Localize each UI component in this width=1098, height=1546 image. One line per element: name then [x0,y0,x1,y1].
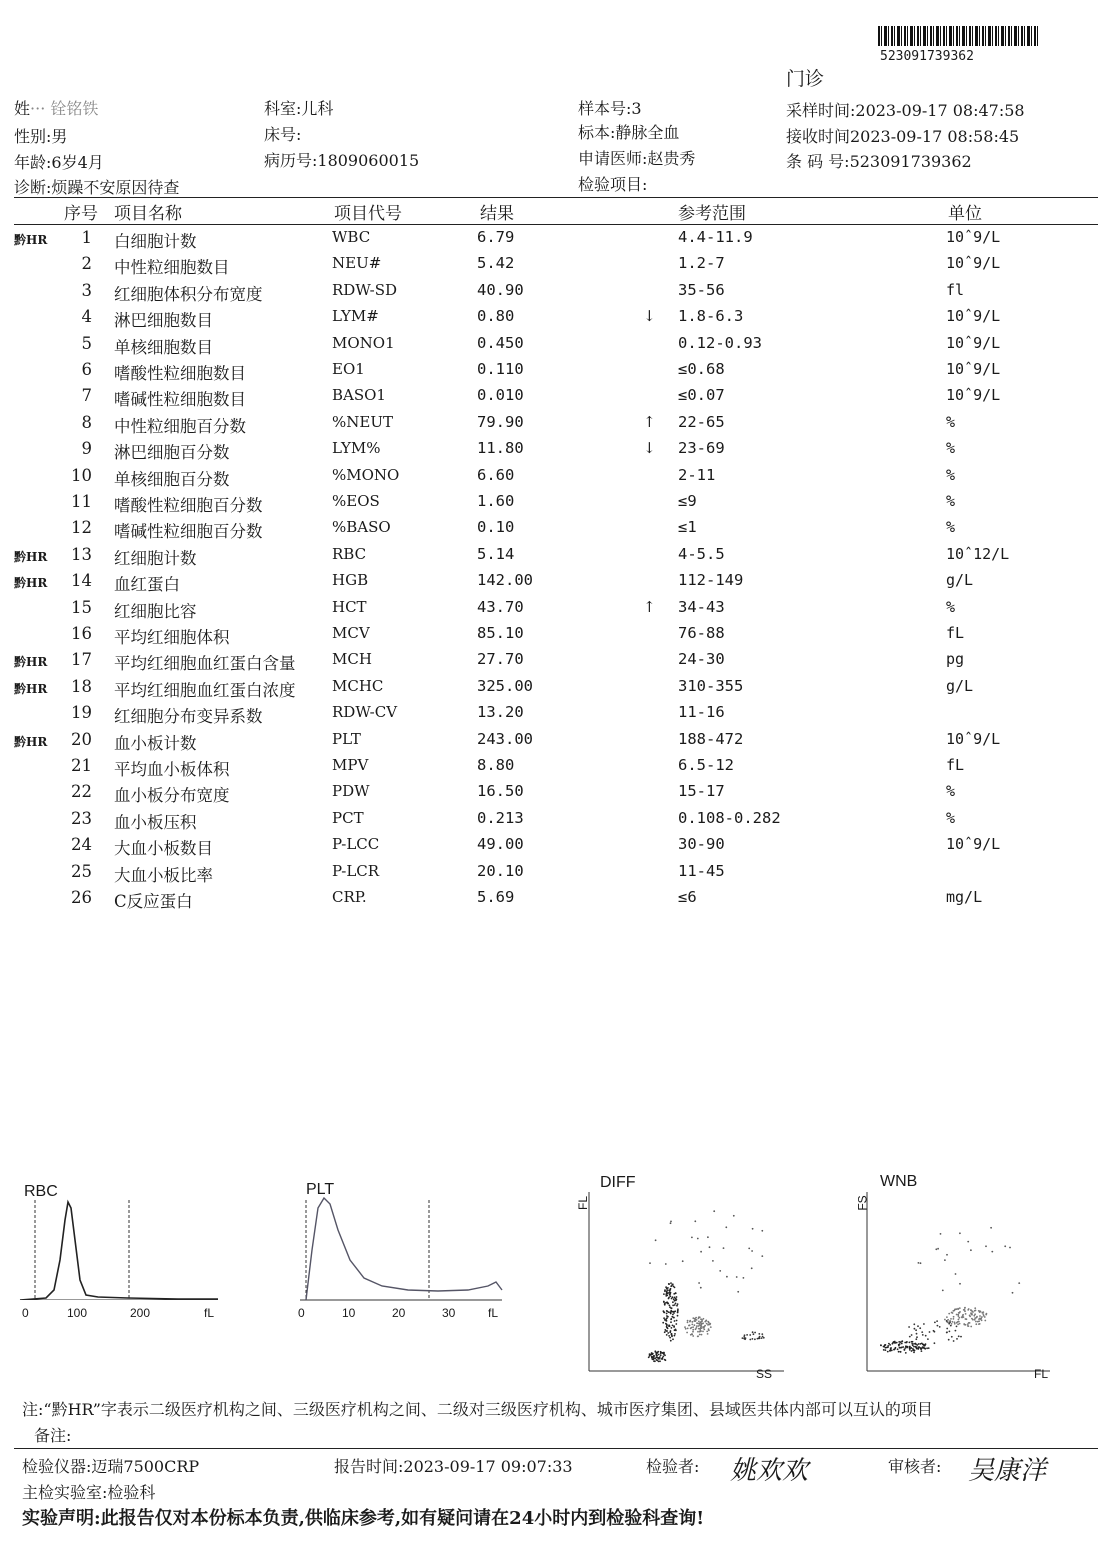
row-number: 23 [71,808,92,828]
wnb-x-axis-label: FL [1034,1367,1049,1381]
table-row [0,835,1098,861]
reference-range: 2-11 [678,465,716,484]
test-result: 0.010 [477,386,524,405]
test-name: 中性粒细胞数目 [114,258,230,278]
test-code: MPV [332,756,369,774]
test-name: 单核细胞数目 [114,337,213,357]
plt-tick-30: 30 [442,1306,456,1320]
test-code: LYM% [332,439,381,458]
test-unit: % [946,518,956,537]
table-row [0,888,1098,914]
record-number: 病历号:1809060015 [264,151,420,170]
tester-signature: 姚欢欢 [730,1456,809,1486]
test-result: 0.80 [477,307,515,326]
col-header-no: 序号 [64,204,98,224]
reference-range: 1.8-6.3 [678,307,744,326]
test-result: 5.14 [477,544,515,563]
table-row [0,862,1098,888]
table-row [0,518,1098,544]
row-number: 15 [71,597,92,617]
test-name: C反应蛋白 [114,892,193,911]
table-row [0,650,1098,676]
row-number: 3 [81,280,92,300]
table-row [0,730,1098,756]
table-row [0,624,1098,650]
patient-age: 年龄:6岁4月 [14,153,104,172]
test-result: 20.10 [477,861,524,880]
test-name: 平均红细胞血红蛋白含量 [114,654,296,674]
test-result: 6.60 [477,465,515,484]
test-name: 红细胞比容 [114,601,197,621]
table-row [0,254,1098,280]
test-name: 血小板分布宽度 [114,786,230,806]
plt-tick-10: 10 [342,1306,356,1320]
test-unit: 10ˆ9/L [946,307,1001,326]
row-number: 4 [81,307,92,327]
test-unit: % [946,808,956,827]
row-number: 20 [71,729,92,749]
reference-range: 6.5-12 [678,756,734,774]
test-result: 1.60 [477,492,515,510]
test-unit: 10ˆ9/L [946,386,1001,405]
test-code: P-LCC [332,835,380,854]
row-number: 11 [71,492,92,511]
test-result: 6.79 [477,228,515,246]
test-result: 0.110 [477,360,524,378]
test-unit: % [946,492,956,510]
test-unit: 10ˆ9/L [946,729,1001,748]
row-number: 25 [71,861,92,881]
reference-range: 4.4-11.9 [678,228,753,246]
reference-range: 24-30 [678,650,725,669]
row-number: 1 [81,228,92,247]
test-unit: g/L [946,676,974,695]
test-code: BASO1 [332,386,386,405]
test-name: 血红蛋白 [114,575,180,595]
test-code: RDW-SD [332,280,398,299]
col-header-code: 项目代号 [334,204,402,224]
test-name: 嗜酸性粒细胞百分数 [114,496,263,515]
abnormal-flag: ↓ [643,307,656,326]
test-unit: fl [946,280,965,299]
reference-range: 4-5.5 [678,544,725,563]
reference-range: 0.108-0.282 [678,808,781,827]
hr-badge: 黔HR [14,655,48,670]
abnormal-flag: ↑ [643,597,656,616]
test-unit: fL [946,624,965,642]
reviewer-signature: 吴康洋 [968,1456,1047,1486]
test-name: 红细胞计数 [114,548,197,568]
test-unit: 10ˆ12/L [946,544,1010,563]
test-code: %MONO [332,465,400,484]
test-unit: % [946,597,956,616]
table-row [0,756,1098,782]
hr-badge: 黔HR [14,576,48,591]
footer-divider [14,1448,1098,1449]
test-unit: g/L [946,571,974,590]
reference-range: 11-16 [678,703,725,722]
instrument: 检验仪器:迈瑞7500CRP [22,1457,200,1476]
report-time: 报告时间:2023-09-17 09:07:33 [334,1457,573,1476]
test-name: 淋巴细胞百分数 [114,443,230,463]
test-name: 嗜碱性粒细胞数目 [114,390,246,410]
test-code: PCT [332,808,364,827]
reference-range: ≤1 [678,518,697,537]
row-number: 21 [71,756,92,775]
test-code: HCT [332,597,367,616]
rbc-tick-100: 100 [67,1306,88,1320]
row-number: 16 [71,624,92,643]
wnb-scatterplot [866,1192,1050,1372]
table-row [0,545,1098,571]
department: 科室:儿科 [264,99,334,118]
patient-name-label: 姓 [14,99,31,118]
test-name: 嗜碱性粒细胞百分数 [114,522,263,542]
tester-label: 检验者: [646,1457,700,1476]
col-header-result: 结果 [480,204,514,224]
test-code: PLT [332,729,361,748]
reference-range: 1.2-7 [678,254,725,273]
receive-time: 接收时间2023-09-17 08:58:45 [786,127,1020,146]
test-name: 大血小板比率 [114,865,213,885]
row-number: 19 [71,703,92,723]
reference-range: 310-355 [678,676,744,695]
test-unit: 10ˆ9/L [946,228,1001,246]
test-name: 大血小板数目 [114,839,213,859]
remark-label: 备注: [34,1426,72,1445]
row-number: 6 [81,360,92,379]
abnormal-flag: ↑ [643,412,656,431]
row-number: 9 [81,439,92,459]
test-result: 0.450 [477,333,524,352]
test-code: MONO1 [332,333,395,352]
reference-range: ≤9 [678,492,697,510]
diff-scatterplot [588,1192,784,1372]
row-number: 10 [71,465,92,485]
rbc-tick-0: 0 [22,1306,29,1320]
row-number: 7 [81,386,92,406]
test-unit: % [946,439,956,458]
test-code: MCV [332,624,370,642]
test-name: 中性粒细胞百分数 [114,416,246,436]
wnb-y-axis-label: FS [855,1195,870,1211]
row-number: 14 [71,571,92,591]
test-result: 27.70 [477,650,524,669]
col-header-unit: 单位 [948,204,982,224]
table-row [0,386,1098,412]
diff-plot-title: DIFF [600,1174,636,1191]
reference-range: ≤6 [678,888,697,906]
table-row [0,307,1098,333]
header-divider-top [14,197,1098,198]
sample-number: 样本号:3 [578,99,642,118]
table-row [0,677,1098,703]
test-code: RDW-CV [332,703,398,722]
specimen-type: 标本:静脉全血 [578,123,680,142]
test-unit: pg [946,650,965,669]
reference-range: 112-149 [678,571,744,590]
test-name: 平均红细胞血红蛋白浓度 [114,680,296,700]
row-number: 8 [81,412,92,432]
row-number: 5 [81,333,92,353]
table-row [0,439,1098,465]
test-result: 0.10 [477,518,515,537]
reference-range: 188-472 [678,729,744,748]
wnb-plot-title: WNB [880,1173,918,1190]
plt-tick-20: 20 [392,1306,406,1320]
reference-range: 34-43 [678,597,725,616]
row-number: 12 [71,518,92,538]
test-name: 血小板压积 [114,812,197,832]
test-result: 11.80 [477,439,524,458]
requesting-doctor: 申请医师:赵贵秀 [578,149,696,168]
header-divider-bottom [14,224,1098,225]
table-row [0,703,1098,729]
hr-badge: 黔HR [14,549,48,564]
test-unit: % [946,465,956,484]
test-result: 49.00 [477,835,524,854]
test-name: 红细胞分布变异系数 [114,707,263,727]
test-code: WBC [332,228,371,246]
hr-badge: 黔HR [14,734,48,749]
reference-range: 30-90 [678,835,725,854]
rbc-plot-title: RBC [24,1183,58,1200]
bed-number: 床号: [264,125,302,144]
collect-time: 采样时间:2023-09-17 08:47:58 [786,101,1025,120]
test-code: P-LCR [332,861,380,880]
test-code: PDW [332,782,370,801]
abnormal-flag: ↓ [643,439,656,458]
reference-range: ≤0.07 [678,386,725,405]
reference-range: 15-17 [678,782,725,801]
test-result: 5.69 [477,888,515,906]
patient-sex: 性别:男 [14,127,68,146]
test-name: 淋巴细胞数目 [114,311,213,331]
test-name: 红细胞体积分布宽度 [114,284,263,304]
test-unit: 10ˆ9/L [946,254,1001,273]
row-number: 24 [71,835,92,855]
reference-range: ≤0.68 [678,360,725,378]
test-code: %BASO [332,518,391,537]
test-item: 检验项目: [578,175,648,194]
test-code: RBC [332,544,367,563]
test-unit: fL [946,756,965,774]
patient-name-value: ··· 铨铭铁 [30,99,99,118]
reviewer-label: 审核者: [888,1457,942,1476]
mutual-recognition-note: 注:“黔HR”字表示二级医疗机构之间、三级医疗机构之间、二级对三级医疗机构、城市医疗集团、县域医共体内部可以互认的项目 [22,1400,933,1419]
table-row [0,334,1098,360]
test-name: 白细胞计数 [114,232,197,251]
hr-badge: 黔HR [14,233,48,247]
table-row [0,809,1098,835]
test-result: 325.00 [477,676,533,695]
plt-tick-unit: fL [488,1306,499,1320]
row-number: 13 [71,544,92,564]
test-code: HGB [332,571,369,590]
test-result: 79.90 [477,412,524,431]
reference-range: 22-65 [678,412,725,431]
test-code: CRP. [332,888,367,906]
patient-diagnosis: 诊断:烦躁不安原因待查 [14,178,180,197]
reference-range: 76-88 [678,624,725,642]
test-unit: % [946,782,956,801]
test-unit: 10ˆ9/L [946,360,1001,378]
test-result: 40.90 [477,280,524,299]
test-unit: 10ˆ9/L [946,835,1001,854]
rbc-tick-unit: fL [204,1306,215,1320]
clinic-type: 门诊 [786,68,825,90]
test-result: 16.50 [477,782,524,801]
col-header-range: 参考范围 [678,204,746,224]
table-row [0,281,1098,307]
diff-y-axis-label: FL [576,1195,591,1211]
test-code: MCH [332,650,372,669]
test-result: 5.42 [477,254,515,273]
table-row [0,782,1098,808]
row-number: 18 [71,676,92,696]
plt-histogram [298,1190,503,1302]
table-row [0,360,1098,386]
lab-name: 主检实验室:检验科 [22,1483,156,1502]
table-row [0,413,1098,439]
hr-badge: 黔HR [14,681,48,696]
test-code: EO1 [332,360,365,378]
test-result: 142.00 [477,571,533,590]
test-name: 平均血小板体积 [114,760,230,779]
rbc-histogram [18,1190,218,1300]
barcode-graphic [878,26,1040,46]
test-name: 单核细胞百分数 [114,469,230,489]
test-result: 43.70 [477,597,524,616]
test-name: 血小板计数 [114,733,197,753]
row-number: 26 [71,888,92,907]
test-unit: mg/L [946,888,983,906]
col-header-name: 项目名称 [114,204,182,224]
table-row [0,466,1098,492]
test-unit: % [946,412,956,431]
patient-name [14,96,98,119]
test-unit: 10ˆ9/L [946,333,1001,352]
row-number: 2 [81,254,92,274]
table-row [0,228,1098,254]
diff-x-axis-label: SS [756,1367,773,1381]
barcode-line: 条 码 号:523091739362 [786,152,972,171]
reference-range: 11-45 [678,861,725,880]
row-number: 22 [71,782,92,802]
test-code: NEU# [332,254,382,273]
table-row [0,571,1098,597]
table-row [0,492,1098,518]
lab-declaration: 实验声明:此报告仅对本份标本负责,供临床参考,如有疑问请在24小时内到检验科查询! [22,1508,705,1529]
barcode-number: 523091739362 [880,49,974,64]
test-result: 85.10 [477,624,524,642]
reference-range: 23-69 [678,439,725,458]
reference-range: 0.12-0.93 [678,333,762,352]
rbc-tick-200: 200 [130,1306,151,1320]
test-name: 嗜酸性粒细胞数目 [114,364,246,383]
test-code: MCHC [332,676,384,695]
test-name: 平均红细胞体积 [114,628,230,647]
test-result: 13.20 [477,703,524,722]
plt-plot-title: PLT [306,1181,335,1198]
reference-range: 35-56 [678,280,725,299]
test-code: %EOS [332,492,380,510]
test-code: %NEUT [332,412,393,431]
table-row [0,598,1098,624]
test-code: LYM# [332,307,379,326]
test-result: 243.00 [477,729,533,748]
test-result: 8.80 [477,756,515,774]
test-result: 0.213 [477,808,524,827]
row-number: 17 [71,650,92,670]
plt-tick-0: 0 [298,1306,305,1320]
